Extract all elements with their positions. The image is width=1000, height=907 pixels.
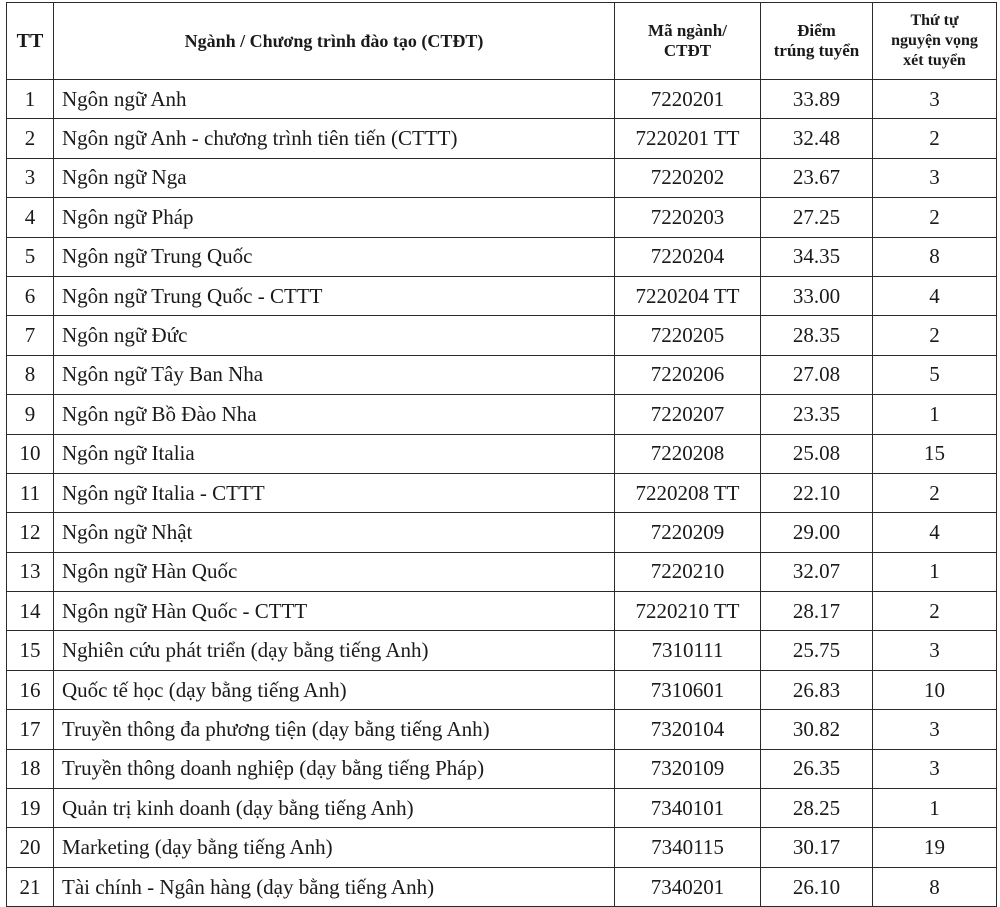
- table-row: [7, 473, 997, 512]
- admission-score-cell: 28.35: [761, 316, 873, 355]
- program-code-cell: 7220201 TT: [615, 119, 761, 158]
- row-number-cell: 5: [7, 237, 54, 276]
- admission-score-cell: 25.75: [761, 631, 873, 670]
- header-code-line2: CTĐT: [663, 41, 712, 60]
- program-code-cell: 7220204: [615, 237, 761, 276]
- table-row: [7, 552, 997, 591]
- preference-order-cell: 3: [873, 749, 997, 788]
- header-program-name: Ngành / Chương trình đào tạo (CTĐT): [54, 3, 615, 80]
- table-row: [7, 710, 997, 749]
- preference-order-cell: 2: [873, 473, 997, 512]
- table-row: [7, 828, 997, 867]
- admission-score-cell: 25.08: [761, 434, 873, 473]
- table-row: [7, 355, 997, 394]
- table-row: [7, 276, 997, 315]
- table-row: [7, 237, 997, 276]
- program-name-cell: Ngôn ngữ Đức: [54, 316, 615, 355]
- header-preference-order: [873, 3, 997, 80]
- program-code-cell: 7310601: [615, 670, 761, 709]
- table-row: [7, 316, 997, 355]
- preference-order-cell: 1: [873, 395, 997, 434]
- header-score-line1: Điểm: [797, 21, 836, 40]
- header-code-line1: Mã ngành/: [648, 21, 727, 40]
- program-name-cell: Ngôn ngữ Trung Quốc - CTTT: [54, 276, 615, 315]
- table-row: [7, 198, 997, 237]
- header-program-code: [615, 3, 761, 80]
- program-code-cell: 7220210 TT: [615, 592, 761, 631]
- program-name-cell: Ngôn ngữ Pháp: [54, 198, 615, 237]
- admission-score-cell: 29.00: [761, 513, 873, 552]
- row-number-cell: 2: [7, 119, 54, 158]
- table-row: [7, 867, 997, 906]
- program-code-cell: 7340201: [615, 867, 761, 906]
- program-name-cell: Ngôn ngữ Hàn Quốc - CTTT: [54, 592, 615, 631]
- preference-order-cell: 4: [873, 513, 997, 552]
- program-name-cell: Tài chính - Ngân hàng (dạy bằng tiếng Anh): [54, 867, 615, 906]
- preference-order-cell: 2: [873, 592, 997, 631]
- preference-order-cell: 2: [873, 198, 997, 237]
- header-score-line2: trúng tuyển: [773, 41, 860, 60]
- program-name-cell: Nghiên cứu phát triển (dạy bằng tiếng Anh): [54, 631, 615, 670]
- row-number-cell: 20: [7, 828, 54, 867]
- table-row: [7, 670, 997, 709]
- program-code-cell: 7220206: [615, 355, 761, 394]
- row-number-cell: 13: [7, 552, 54, 591]
- program-code-cell: 7220207: [615, 395, 761, 434]
- preference-order-cell: 4: [873, 276, 997, 315]
- admission-score-cell: 33.89: [761, 80, 873, 119]
- program-name-cell: Quản trị kinh doanh (dạy bằng tiếng Anh): [54, 789, 615, 828]
- header-row: [7, 3, 997, 80]
- header-order-line1: Thứ tự: [910, 12, 959, 29]
- admission-score-cell: 32.48: [761, 119, 873, 158]
- table-row: [7, 80, 997, 119]
- preference-order-cell: 3: [873, 631, 997, 670]
- program-name-cell: Ngôn ngữ Italia - CTTT: [54, 473, 615, 512]
- header-admission-score: [761, 3, 873, 80]
- program-code-cell: 7220210: [615, 552, 761, 591]
- program-code-cell: 7220208 TT: [615, 473, 761, 512]
- row-number-cell: 14: [7, 592, 54, 631]
- preference-order-cell: 2: [873, 119, 997, 158]
- row-number-cell: 11: [7, 473, 54, 512]
- admission-scores-table: [6, 2, 997, 907]
- preference-order-cell: 1: [873, 552, 997, 591]
- row-number-cell: 21: [7, 867, 54, 906]
- program-name-cell: Truyền thông đa phương tiện (dạy bằng tiếng Anh): [54, 710, 615, 749]
- table-body: [7, 80, 997, 907]
- preference-order-cell: 8: [873, 867, 997, 906]
- row-number-cell: 15: [7, 631, 54, 670]
- row-number-cell: 18: [7, 749, 54, 788]
- program-name-cell: Ngôn ngữ Bồ Đào Nha: [54, 395, 615, 434]
- program-code-cell: 7340101: [615, 789, 761, 828]
- admission-score-cell: 26.35: [761, 749, 873, 788]
- program-name-cell: Ngôn ngữ Tây Ban Nha: [54, 355, 615, 394]
- table-row: [7, 513, 997, 552]
- admission-score-cell: 27.25: [761, 198, 873, 237]
- program-name-cell: Truyền thông doanh nghiệp (dạy bằng tiếng Pháp): [54, 749, 615, 788]
- preference-order-cell: 10: [873, 670, 997, 709]
- program-name-cell: Ngôn ngữ Nhật: [54, 513, 615, 552]
- admission-score-cell: 30.82: [761, 710, 873, 749]
- admission-score-cell: 28.17: [761, 592, 873, 631]
- row-number-cell: 8: [7, 355, 54, 394]
- preference-order-cell: 15: [873, 434, 997, 473]
- row-number-cell: 12: [7, 513, 54, 552]
- admission-score-cell: 34.35: [761, 237, 873, 276]
- row-number-cell: 4: [7, 198, 54, 237]
- table-header: [7, 3, 997, 80]
- preference-order-cell: 19: [873, 828, 997, 867]
- program-code-cell: 7220208: [615, 434, 761, 473]
- program-code-cell: 7220203: [615, 198, 761, 237]
- admission-score-cell: 27.08: [761, 355, 873, 394]
- admission-score-cell: 26.10: [761, 867, 873, 906]
- program-code-cell: 7320104: [615, 710, 761, 749]
- program-name-cell: Ngôn ngữ Italia: [54, 434, 615, 473]
- admission-score-cell: 30.17: [761, 828, 873, 867]
- row-number-cell: 3: [7, 158, 54, 197]
- admission-score-cell: 28.25: [761, 789, 873, 828]
- preference-order-cell: 1: [873, 789, 997, 828]
- row-number-cell: 17: [7, 710, 54, 749]
- admission-score-cell: 33.00: [761, 276, 873, 315]
- row-number-cell: 19: [7, 789, 54, 828]
- program-code-cell: 7220209: [615, 513, 761, 552]
- header-order-line3: xét tuyển: [903, 52, 966, 69]
- program-name-cell: Marketing (dạy bằng tiếng Anh): [54, 828, 615, 867]
- preference-order-cell: 5: [873, 355, 997, 394]
- program-name-cell: Ngôn ngữ Anh: [54, 80, 615, 119]
- row-number-cell: 9: [7, 395, 54, 434]
- row-number-cell: 1: [7, 80, 54, 119]
- preference-order-cell: 2: [873, 316, 997, 355]
- admission-score-cell: 26.83: [761, 670, 873, 709]
- preference-order-cell: 3: [873, 80, 997, 119]
- program-name-cell: Ngôn ngữ Trung Quốc: [54, 237, 615, 276]
- preference-order-cell: 8: [873, 237, 997, 276]
- program-code-cell: 7310111: [615, 631, 761, 670]
- admission-score-cell: 23.67: [761, 158, 873, 197]
- admission-score-cell: 23.35: [761, 395, 873, 434]
- program-code-cell: 7220205: [615, 316, 761, 355]
- row-number-cell: 7: [7, 316, 54, 355]
- table-row: [7, 631, 997, 670]
- program-name-cell: Ngôn ngữ Hàn Quốc: [54, 552, 615, 591]
- admission-score-cell: 32.07: [761, 552, 873, 591]
- table-row: [7, 395, 997, 434]
- program-code-cell: 7340115: [615, 828, 761, 867]
- program-code-cell: 7220201: [615, 80, 761, 119]
- table-row: [7, 749, 997, 788]
- preference-order-cell: 3: [873, 158, 997, 197]
- table-row: [7, 434, 997, 473]
- admission-score-cell: 22.10: [761, 473, 873, 512]
- table-row: [7, 158, 997, 197]
- table-row: [7, 119, 997, 158]
- row-number-cell: 16: [7, 670, 54, 709]
- program-code-cell: 7220202: [615, 158, 761, 197]
- row-number-cell: 10: [7, 434, 54, 473]
- table-row: [7, 789, 997, 828]
- program-name-cell: Quốc tế học (dạy bằng tiếng Anh): [54, 670, 615, 709]
- program-name-cell: Ngôn ngữ Nga: [54, 158, 615, 197]
- preference-order-cell: 3: [873, 710, 997, 749]
- program-code-cell: 7320109: [615, 749, 761, 788]
- header-order-line2: nguyện vọng: [891, 32, 978, 49]
- program-name-cell: Ngôn ngữ Anh - chương trình tiên tiến (CTTT): [54, 119, 615, 158]
- row-number-cell: 6: [7, 276, 54, 315]
- header-tt: TT: [7, 3, 54, 80]
- program-code-cell: 7220204 TT: [615, 276, 761, 315]
- table-row: [7, 592, 997, 631]
